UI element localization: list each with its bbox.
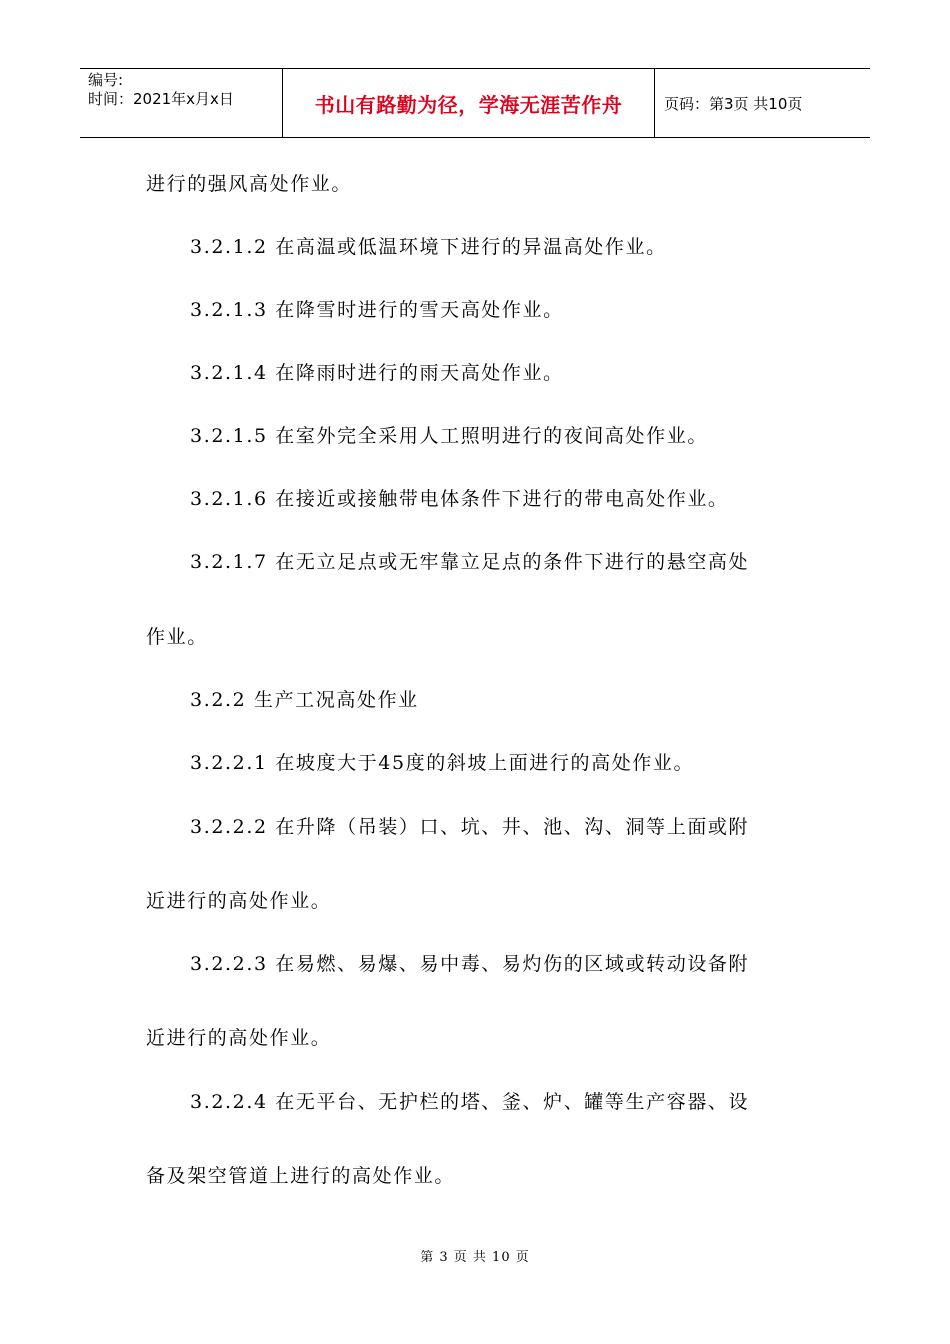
header-meta bbox=[80, 69, 283, 137]
body-line: 3.2.2.4 在无平台、无护栏的塔、釜、炉、罐等生产容器、设 bbox=[190, 1091, 750, 1113]
page-header bbox=[80, 68, 870, 138]
body-line: 3.2.1.3 在降雪时进行的雪天高处作业。 bbox=[190, 299, 564, 321]
body-line: 3.2.2.1 在坡度大于45度的斜坡上面进行的高处作业。 bbox=[190, 752, 695, 774]
body-line: 近进行的高处作业。 bbox=[146, 1027, 332, 1049]
body-line: 近进行的高处作业。 bbox=[146, 890, 332, 912]
document-time-label: 时间：2021年x月x日 bbox=[88, 90, 234, 108]
body-line: 3.2.1.5 在室外完全采用人工照明进行的夜间高处作业。 bbox=[190, 425, 708, 447]
body-line: 3.2.2.2 在升降（吊装）口、坑、井、池、沟、洞等上面或附 bbox=[190, 816, 750, 838]
body-line: 3.2.2.3 在易燃、易爆、易中毒、易灼伤的区域或转动设备附 bbox=[190, 953, 750, 975]
body-line: 3.2.1.7 在无立足点或无牢靠立足点的条件下进行的悬空高处 bbox=[190, 551, 750, 573]
body-line: 作业。 bbox=[146, 626, 208, 648]
document-number-label: 编号: bbox=[88, 71, 124, 89]
body-line: 备及架空管道上进行的高处作业。 bbox=[146, 1165, 456, 1187]
body-line: 进行的强风高处作业。 bbox=[146, 173, 353, 195]
body-line: 3.2.1.4 在降雨时进行的雨天高处作业。 bbox=[190, 362, 564, 384]
body-line: 3.2.1.2 在高温或低温环境下进行的异温高处作业。 bbox=[190, 236, 667, 258]
header-page-info: 页码：第3页 共10页 bbox=[664, 94, 803, 113]
page-footer: 第 3 页 共 10 页 bbox=[420, 1250, 530, 1265]
section-heading: 3.2.2 生产工况高处作业 bbox=[190, 689, 419, 711]
header-page-info-cell bbox=[654, 69, 870, 137]
header-motto-cell bbox=[283, 69, 655, 137]
body-line: 3.2.1.6 在接近或接触带电体条件下进行的带电高处作业。 bbox=[190, 488, 729, 510]
header-motto: 书山有路勤为径，学海无涯苦作舟 bbox=[314, 92, 623, 117]
